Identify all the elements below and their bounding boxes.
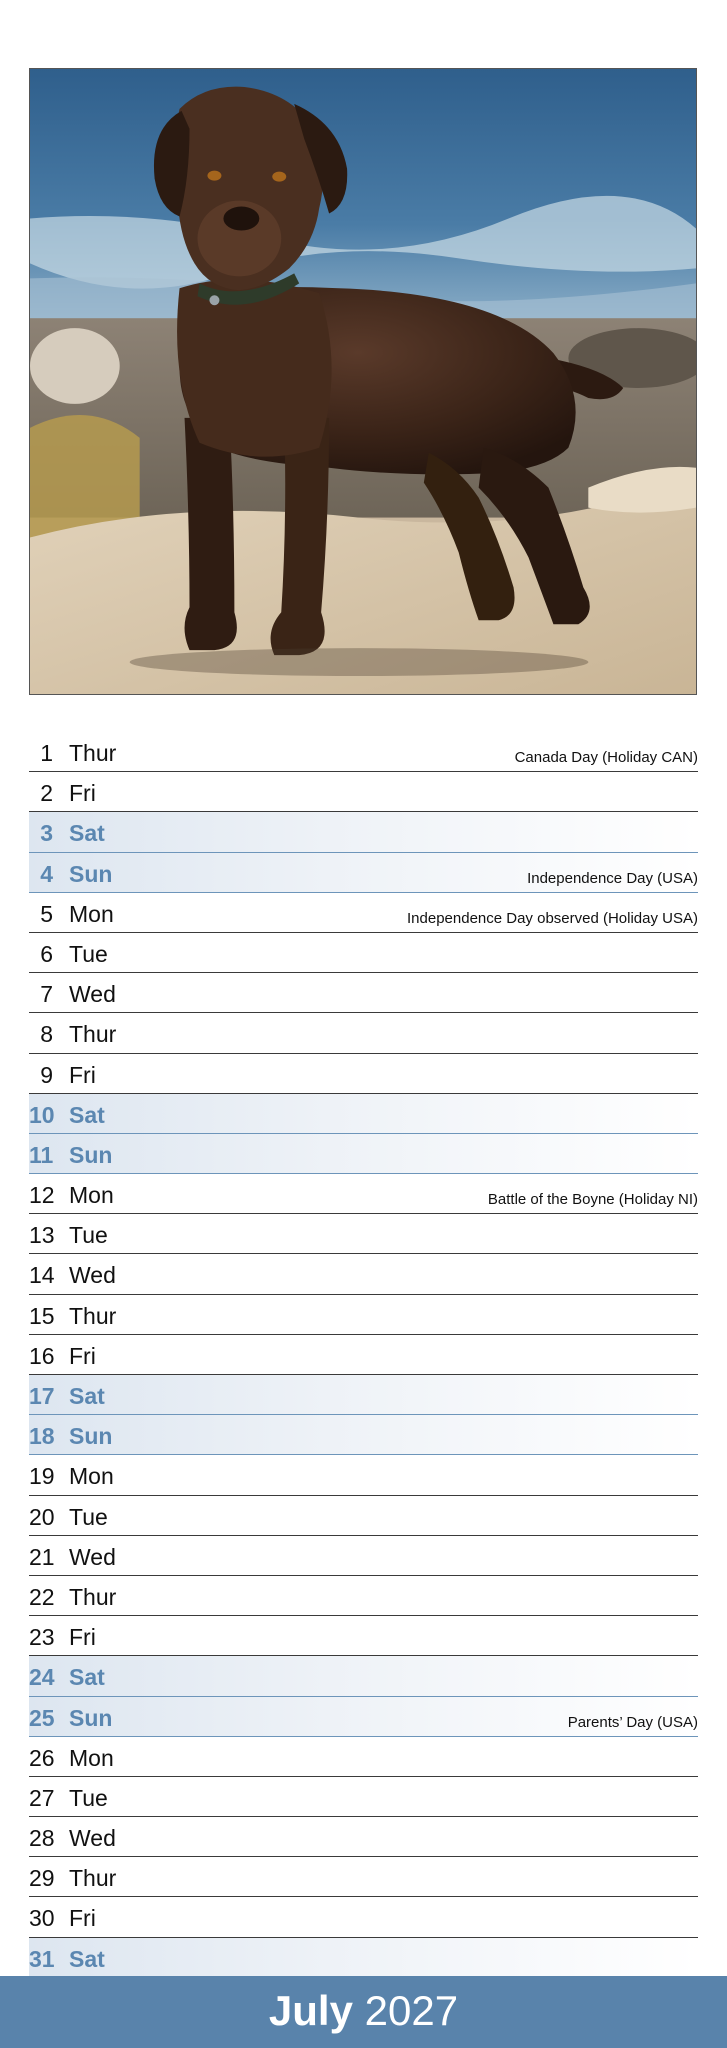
day-number: 4	[40, 860, 53, 887]
day-row	[29, 933, 698, 973]
day-number: 29	[29, 1865, 55, 1892]
day-number: 15	[29, 1302, 55, 1329]
day-name: Thur	[69, 740, 117, 766]
day-number: 20	[29, 1503, 55, 1530]
day-row	[29, 1777, 698, 1817]
day-name: Fri	[69, 1061, 96, 1088]
day-number: 28	[29, 1825, 55, 1852]
day-name: Fri	[69, 1624, 96, 1651]
day-number: 23	[29, 1624, 55, 1651]
day-row	[29, 853, 698, 893]
day-name: Sun	[69, 1141, 113, 1168]
month-name: July	[268, 1987, 353, 2034]
day-row	[29, 1817, 698, 1857]
day-name: Sat	[69, 1101, 105, 1128]
day-name: Tue	[69, 1503, 108, 1530]
day-name: Mon	[69, 900, 114, 927]
day-row	[29, 1455, 698, 1495]
day-row	[29, 1013, 698, 1053]
day-name: Wed	[69, 1825, 116, 1852]
day-name: Thur	[69, 1865, 117, 1892]
day-row	[29, 1054, 698, 1094]
day-name: Wed	[69, 1262, 116, 1289]
day-number: 8	[40, 1021, 53, 1048]
day-row	[29, 1375, 698, 1415]
day-number: 13	[29, 1222, 55, 1249]
day-row	[29, 1415, 698, 1455]
day-row	[29, 893, 698, 933]
day-name: Tue	[69, 1222, 108, 1249]
day-number: 27	[29, 1784, 55, 1811]
day-name: Sun	[69, 1423, 113, 1450]
day-number: 22	[29, 1583, 55, 1610]
day-name: Sun	[69, 1704, 113, 1731]
day-number: 3	[40, 820, 53, 847]
day-row	[29, 1656, 698, 1696]
day-number: 18	[29, 1423, 55, 1450]
day-number: 11	[29, 1141, 54, 1168]
day-row	[29, 1335, 698, 1375]
day-name: Thur	[69, 1021, 117, 1048]
day-name: Sat	[69, 820, 105, 847]
day-number: 14	[29, 1262, 55, 1289]
day-number: 21	[29, 1543, 55, 1570]
day-name: Fri	[69, 1342, 96, 1369]
day-number: 1	[40, 740, 53, 766]
day-number: 31	[29, 1945, 55, 1972]
day-row	[29, 1938, 698, 1978]
holiday-label: Parents’ Day (USA)	[567, 1713, 698, 1731]
day-name: Sun	[69, 860, 113, 887]
day-number: 26	[29, 1744, 55, 1771]
holiday-label: Independence Day observed (Holiday USA)	[407, 909, 698, 927]
day-name: Sat	[69, 1945, 105, 1972]
day-row	[29, 1576, 698, 1616]
day-name: Wed	[69, 981, 116, 1008]
day-number: 10	[29, 1101, 55, 1128]
day-row	[29, 1295, 698, 1335]
day-name: Tue	[69, 1784, 108, 1811]
day-number: 30	[29, 1905, 55, 1932]
day-row	[29, 1536, 698, 1576]
month-footer	[0, 1976, 727, 2048]
day-row	[29, 973, 698, 1013]
day-name: Mon	[69, 1182, 114, 1209]
day-row	[29, 1254, 698, 1294]
day-name: Sat	[69, 1664, 105, 1691]
day-row	[29, 732, 698, 772]
day-number: 16	[29, 1342, 55, 1369]
day-name: Thur	[69, 1302, 117, 1329]
day-row	[29, 772, 698, 812]
day-row	[29, 1496, 698, 1536]
day-row	[29, 1214, 698, 1254]
day-number: 19	[29, 1463, 55, 1490]
day-row	[29, 1616, 698, 1656]
day-row	[29, 1857, 698, 1897]
day-number: 5	[40, 900, 53, 927]
day-row	[29, 1134, 698, 1174]
holiday-label: Independence Day (USA)	[527, 869, 698, 887]
day-name: Thur	[69, 1583, 117, 1610]
holiday-label: Battle of the Boyne (Holiday NI)	[487, 1191, 698, 1209]
day-name: Fri	[69, 1905, 96, 1932]
day-row	[29, 1094, 698, 1134]
day-row	[29, 1697, 698, 1737]
day-name: Mon	[69, 1744, 114, 1771]
day-row	[29, 1174, 698, 1214]
day-row	[29, 812, 698, 852]
day-number: 2	[40, 780, 53, 807]
day-list	[29, 732, 698, 1978]
day-number: 6	[40, 940, 53, 967]
day-name: Mon	[69, 1463, 114, 1490]
chocolate-labrador-image	[30, 69, 696, 694]
day-name: Sat	[69, 1383, 105, 1409]
dog-photo	[29, 68, 697, 695]
day-number: 25	[29, 1704, 55, 1731]
day-number: 9	[40, 1061, 53, 1088]
day-name: Fri	[69, 780, 96, 807]
day-row	[29, 1897, 698, 1937]
year-label: 2027	[364, 1987, 459, 2034]
day-name: Tue	[69, 940, 108, 967]
day-number: 17	[29, 1383, 55, 1409]
day-number: 7	[40, 981, 53, 1008]
day-number: 12	[29, 1182, 55, 1209]
day-number: 24	[29, 1664, 55, 1691]
day-name: Wed	[69, 1543, 116, 1570]
holiday-label: Canada Day (Holiday CAN)	[514, 749, 698, 766]
day-row	[29, 1737, 698, 1777]
